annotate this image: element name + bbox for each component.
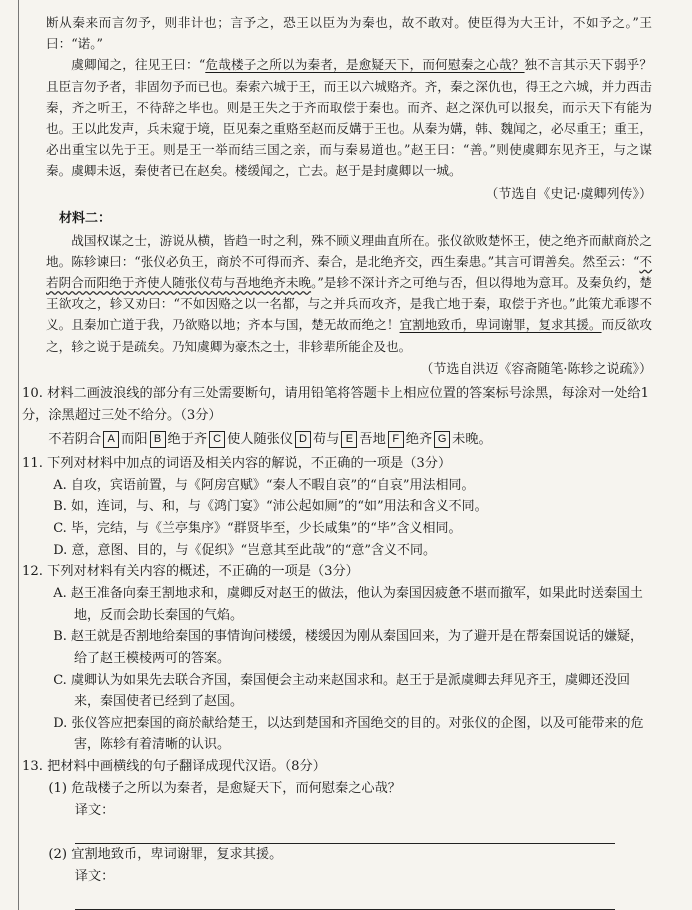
q11-option-c[interactable]: C. 毕，完结，与《兰亭集序》“群贤毕至，少长咸集”的“毕”含义相同。 <box>53 521 462 537</box>
underlined-sentence-2: 宜割地致币，卑词谢罪，复求其援。 <box>399 317 602 333</box>
break-box-f[interactable]: F <box>388 431 404 448</box>
q10-break-options: 不若阴合 A 而阳 B 绝于齐 C 使人随张仪 D 苟与 E 吾地 F 绝齐 G 未晚。 <box>48 431 492 447</box>
q12-option-a[interactable]: A. 赵王准备向秦王割地求和，虞卿反对赵王的做法，他认为秦国因疲惫不堪而撤军，如果此时送秦国土地，反而会助长秦国的气焰。 <box>53 586 643 623</box>
material-one <box>46 12 652 206</box>
q13-sentence-2: (2) 宜割地致币，卑词谢罪，复求其援。 <box>48 846 283 862</box>
question-10 <box>22 383 652 453</box>
q12-title: 12. 下列对材料有关内容的概述，不正确的一项是（3分） <box>22 564 359 580</box>
q12-option-b[interactable]: B. 赵王就是否割地给秦国的事情询问楼缓，楼缓因为刚从秦国回来，为了避开是在帮秦国说话的嫌疑，给了赵王模棱两可的答案。 <box>53 629 644 666</box>
question-13 <box>22 756 652 910</box>
mat2-title: 材料二： <box>59 210 112 226</box>
break-box-b[interactable]: B <box>150 431 166 448</box>
margin-rule <box>18 0 19 910</box>
answer-line-2[interactable] <box>75 893 615 910</box>
break-box-d[interactable]: D <box>295 431 311 448</box>
q12-option-c[interactable]: C. 虞卿认为如果先去联合齐国，秦国便会主动来赵国求和。赵王于是派虞卿去拜见齐王，虞卿还没回来，秦国使者已经到了赵国。 <box>53 672 630 710</box>
question-12 <box>22 561 652 756</box>
mat2-paragraph: 战国权谋之士，游说从横，皆趋一时之利，殊不顾义理曲直所在。张仪欲败楚怀王，使之绝齐而献商於之地。陈轸谏曰：“张仪必负王，商於不可得而齐、秦合，是北绝齐交，西生秦患。”其言可谓善矣。然至云：“不若阴合而阳绝于齐使人随张仪苟与吾地绝齐未晚。”是轸不深计齐之可绝与否，但以得地为意耳。及秦负约，楚王欲攻之，轸又劝曰：“不如因赂之以一名都，与之并兵而攻齐，是我亡地于秦，取偿于齐也。”此策尤乖谬不义。且秦加亡道于我，乃欲赂以地；齐本与国，楚无故而绝之！宜割地致币，卑词谢罪，复求其援。而反欲攻之，轸之说于是疏矣。乃知虞卿为豪杰之士，非轸辈所能企及也。 <box>46 232 653 354</box>
q11-option-b[interactable]: B. 如，连词，与、和，与《鸿门宴》“沛公起如厕”的“如”用法和含义不同。 <box>53 499 488 515</box>
q13-title: 13. 把材料中画横线的句子翻译成现代汉语。（8分） <box>22 758 326 774</box>
answer-line-1[interactable] <box>75 827 615 844</box>
break-box-g[interactable]: G <box>434 431 450 448</box>
mat1-paragraph-1: 断从秦来而言勿予，则非计也；言予之，恐王以臣为为秦也，故不敢对。使臣得为大王计，不如予之。”王曰：“诺。” <box>46 15 652 52</box>
q13-sentence-1: (1) 危哉楼子之所以为秦者，是愈疑天下，而何慰秦之心哉？ <box>48 780 401 796</box>
mat2-source: （节选自洪迈《容斋随笔·陈轸之说疏》） <box>420 361 652 377</box>
q13-answer-1: 译文： <box>22 800 652 844</box>
wavy-underlined-passage: 不若阴合而阳绝于齐使人随张仪苟与吾地绝齐未晚 <box>46 253 653 291</box>
question-11 <box>22 453 652 561</box>
q11-option-a[interactable]: A. 自攻，宾语前置，与《阿房宫赋》“秦人不暇自哀”的“自哀”用法相同。 <box>53 477 475 493</box>
underlined-sentence-1: 危哉楼子之所以为秦者，是愈疑天下，而何慰秦之心哉？ <box>205 57 525 73</box>
break-box-a[interactable]: A <box>103 431 119 448</box>
break-box-c[interactable]: C <box>209 431 225 448</box>
mat1-source: （节选自《史记·虞卿列传》） <box>485 186 652 202</box>
material-two <box>46 208 652 381</box>
break-box-e[interactable]: E <box>341 431 357 448</box>
q12-option-d[interactable]: D. 张仪答应把秦国的商於献给楚王，以达到楚国和齐国绝交的目的。对张仪的企图，以及可能带来的危害，陈轸有着清晰的认识。 <box>53 715 644 753</box>
q11-title: 11. 下列对材料中加点的词语及相关内容的解说，不正确的一项是（3分） <box>22 455 452 471</box>
mat1-paragraph-2: 虞卿闻之，往见王曰：“危哉楼子之所以为秦者，是愈疑天下，而何慰秦之心哉？独不言其示天下弱乎？且臣言勿予者，非固勿予而已也。秦索六城于王，而王以六城赂齐。齐，秦之深仇也，得王之六城，并力西击秦，齐之听王，不待辞之毕也。则是王失之于齐而取偿于秦也。而齐、赵之深仇可以报矣，而示天下有能为也。王以此发声，兵未窥于境，臣见秦之重赂至赵而反媾于王也。从秦为媾，韩、魏闻之，必尽重王；重王，必出重宝以先于王。则是王一举而结三国之亲，而与秦易道也。”赵王曰：“善。”则使虞卿东见齐王，与之谋秦。虞卿未返，秦使者已在赵矣。楼缓闻之，亡去。赵于是封虞卿以一城。 <box>46 57 652 179</box>
q11-option-d[interactable]: D. 意，意图、目的，与《促织》“岂意其至此哉”的“意”含义不同。 <box>53 542 437 558</box>
q10-title: 10. 材料二画波浪线的部分有三处需要断句，请用铅笔将答题卡上相应位置的答案标号涂黑，每涂对一处给1分，涂黑超过三处不给分。（3分） <box>22 385 649 423</box>
q13-answer-2: 译文： <box>22 866 652 910</box>
